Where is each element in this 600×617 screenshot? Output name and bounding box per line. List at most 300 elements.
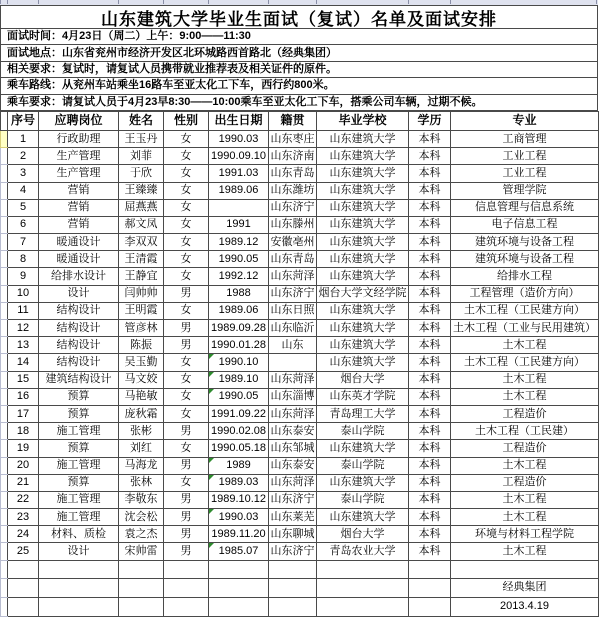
gutter-header-cell <box>1 111 8 130</box>
cell-name[interactable]: 王玉丹 <box>119 130 164 147</box>
cell-birth[interactable]: 1990.03 <box>209 509 269 526</box>
cell-origin[interactable]: 山东 <box>269 337 317 354</box>
cell-birth[interactable]: 1990.03 <box>209 130 269 147</box>
cell-major[interactable]: 环境与材料工程学院 <box>451 526 599 543</box>
cell-origin[interactable] <box>269 354 317 371</box>
cell-no[interactable]: 21 <box>8 474 39 491</box>
cell-gender[interactable]: 女 <box>164 302 209 319</box>
cell-degree[interactable]: 本科 <box>409 371 451 388</box>
cell-gender[interactable]: 女 <box>164 371 209 388</box>
cell-school[interactable]: 烟台大学文经学院 <box>317 285 409 302</box>
row-gutter <box>1 543 8 560</box>
cell-gender[interactable]: 男 <box>164 285 209 302</box>
cell-gender[interactable]: 男 <box>164 457 209 474</box>
cell-name[interactable]: 马艳敏 <box>119 388 164 405</box>
cell-degree[interactable]: 本科 <box>409 405 451 422</box>
cell-birth[interactable]: 1990.09.10 <box>209 148 269 165</box>
cell-no[interactable]: 20 <box>8 457 39 474</box>
cell-birth[interactable]: 1990.01.28 <box>209 337 269 354</box>
table-row <box>1 337 599 354</box>
column-header-no[interactable]: 序号 <box>8 111 39 130</box>
cell-name[interactable]: 王臻臻 <box>119 182 164 199</box>
cell-gender[interactable]: 男 <box>164 423 209 440</box>
cell-name[interactable]: 沈会松 <box>119 509 164 526</box>
cell-degree[interactable]: 本科 <box>409 148 451 165</box>
cell-name[interactable]: 刘红 <box>119 440 164 457</box>
cell-degree[interactable]: 本科 <box>409 216 451 233</box>
cell-birth[interactable]: 1991.03 <box>209 165 269 182</box>
cell-degree[interactable]: 本科 <box>409 320 451 337</box>
cell-name[interactable]: 马文姣 <box>119 371 164 388</box>
cell-major[interactable]: 工程管理（造价方向） <box>451 285 599 302</box>
cell-empty[interactable] <box>317 597 409 616</box>
cell-gender[interactable]: 女 <box>164 182 209 199</box>
cell-birth[interactable]: 1989 <box>209 457 269 474</box>
table-row <box>1 543 599 560</box>
cell-origin[interactable]: 山东菏泽 <box>269 474 317 491</box>
cell-major[interactable]: 土木工程（工民建方向） <box>451 354 599 371</box>
row-gutter <box>1 440 8 457</box>
cell-major[interactable]: 土木工程（工民建） <box>451 423 599 440</box>
table-row <box>1 251 599 268</box>
cell-origin[interactable]: 山东潍坊 <box>269 182 317 199</box>
cell-major[interactable]: 建筑环境与设备工程 <box>451 251 599 268</box>
signature-row <box>1 578 599 597</box>
cell-position[interactable]: 生产管理 <box>39 165 119 182</box>
cell-major[interactable]: 工程造价 <box>451 440 599 457</box>
cell-major[interactable]: 土木工程 <box>451 337 599 354</box>
column-header-major[interactable]: 专业 <box>451 111 599 130</box>
cell-degree[interactable]: 本科 <box>409 130 451 147</box>
cell-no[interactable]: 6 <box>8 216 39 233</box>
cell-birth[interactable]: 1990.10 <box>209 354 269 371</box>
cell-name[interactable]: 张林 <box>119 474 164 491</box>
cell-school[interactable]: 烟台大学 <box>317 371 409 388</box>
cell-empty[interactable] <box>317 578 409 597</box>
column-header-gender[interactable]: 性别 <box>164 111 209 130</box>
cell-position[interactable]: 施工管理 <box>39 491 119 508</box>
cell-birth[interactable]: 1989.09.28 <box>209 320 269 337</box>
cell-origin[interactable]: 山东菏泽 <box>269 268 317 285</box>
cell-origin[interactable]: 山东济宁 <box>269 285 317 302</box>
cell-gender[interactable]: 女 <box>164 354 209 371</box>
cell-major[interactable]: 管理学院 <box>451 182 599 199</box>
cell-empty[interactable] <box>39 578 119 597</box>
cell-name[interactable]: 吴玉勤 <box>119 354 164 371</box>
cell-origin[interactable]: 山东菏泽 <box>269 405 317 422</box>
cell-no[interactable]: 11 <box>8 302 39 319</box>
cell-school[interactable]: 山东建筑大学 <box>317 474 409 491</box>
row-gutter <box>1 560 8 578</box>
cell-position[interactable]: 施工管理 <box>39 423 119 440</box>
info-row-requirements[interactable] <box>0 62 598 78</box>
cell-birth[interactable]: 1990.02.08 <box>209 423 269 440</box>
cell-empty[interactable] <box>119 578 164 597</box>
cell-name[interactable]: 闫帅帅 <box>119 285 164 302</box>
cell-empty[interactable] <box>409 578 451 597</box>
cell-birth[interactable]: 1989.10.12 <box>209 491 269 508</box>
cell-no[interactable]: 17 <box>8 405 39 422</box>
cell-position[interactable]: 预算 <box>39 474 119 491</box>
cell-position[interactable]: 设计 <box>39 285 119 302</box>
cell-major[interactable]: 土木工程（工业与民用建筑） <box>451 320 599 337</box>
cell-school[interactable]: 青岛理工大学 <box>317 405 409 422</box>
cell-degree[interactable]: 本科 <box>409 491 451 508</box>
cell-birth[interactable]: 1989.10 <box>209 371 269 388</box>
cell-origin[interactable]: 山东济宁 <box>269 199 317 216</box>
column-header-position[interactable]: 应聘岗位 <box>39 111 119 130</box>
cell-position[interactable]: 给排水设计 <box>39 268 119 285</box>
cell-empty[interactable] <box>209 560 269 578</box>
cell-school[interactable]: 山东建筑大学 <box>317 148 409 165</box>
cell-birth[interactable]: 1989.06 <box>209 182 269 199</box>
cell-origin[interactable]: 山东日照 <box>269 302 317 319</box>
row-gutter <box>1 597 8 616</box>
cell-birth[interactable]: 1991 <box>209 216 269 233</box>
cell-empty[interactable] <box>409 560 451 578</box>
cell-degree[interactable]: 本科 <box>409 543 451 560</box>
cell-origin[interactable]: 山东滕州 <box>269 216 317 233</box>
row-gutter <box>1 182 8 199</box>
cell-origin[interactable]: 山东济南 <box>269 148 317 165</box>
cell-degree[interactable]: 本科 <box>409 388 451 405</box>
cell-origin[interactable]: 山东青岛 <box>269 165 317 182</box>
column-divider-tick <box>0 0 1 4</box>
cell-empty[interactable] <box>164 578 209 597</box>
cell-degree[interactable]: 本科 <box>409 234 451 251</box>
cell-name[interactable]: 王清霞 <box>119 251 164 268</box>
cell-birth[interactable]: 1989.06 <box>209 302 269 319</box>
cell-degree[interactable]: 本科 <box>409 526 451 543</box>
cell-no[interactable]: 23 <box>8 509 39 526</box>
row-gutter <box>1 251 8 268</box>
cell-gender[interactable]: 女 <box>164 251 209 268</box>
cell-gender[interactable]: 男 <box>164 509 209 526</box>
cell-degree[interactable]: 本科 <box>409 302 451 319</box>
cell-gender[interactable]: 男 <box>164 526 209 543</box>
cell-no[interactable]: 16 <box>8 388 39 405</box>
cell-birth[interactable]: 1989.11.20 <box>209 526 269 543</box>
cell-position[interactable]: 施工管理 <box>39 457 119 474</box>
cell-position[interactable]: 建筑结构设计 <box>39 371 119 388</box>
cell-origin[interactable]: 山东邹城 <box>269 440 317 457</box>
page-title[interactable] <box>0 6 598 29</box>
row-gutter <box>1 578 8 597</box>
cell-origin[interactable]: 山东泰安 <box>269 457 317 474</box>
cell-major[interactable]: 工业工程 <box>451 165 599 182</box>
cell-degree[interactable]: 本科 <box>409 251 451 268</box>
cell-gender[interactable]: 男 <box>164 320 209 337</box>
cell-gender[interactable]: 男 <box>164 543 209 560</box>
cell-birth[interactable]: 1991.09.22 <box>209 405 269 422</box>
cell-school[interactable]: 山东建筑大学 <box>317 268 409 285</box>
cell-gender[interactable]: 男 <box>164 337 209 354</box>
cell-degree[interactable]: 本科 <box>409 285 451 302</box>
cell-origin[interactable]: 山东泰安 <box>269 423 317 440</box>
cell-degree[interactable]: 本科 <box>409 268 451 285</box>
cell-position[interactable]: 生产管理 <box>39 148 119 165</box>
cell-degree[interactable]: 本科 <box>409 354 451 371</box>
info-row-bus-route[interactable] <box>0 78 598 94</box>
cell-major[interactable]: 土木工程 <box>451 543 599 560</box>
cell-empty[interactable] <box>269 560 317 578</box>
cell-school[interactable]: 青岛农业大学 <box>317 543 409 560</box>
cell-name[interactable]: 袁之杰 <box>119 526 164 543</box>
info-text: 面试地点：山东省兖州市经济开发区北环城路西首路北（经典集团） <box>7 46 337 59</box>
cell-birth[interactable]: 1985.07 <box>209 543 269 560</box>
cell-school[interactable]: 山东建筑大学 <box>317 199 409 216</box>
cell-origin[interactable]: 山东淄博 <box>269 388 317 405</box>
cell-empty[interactable] <box>451 560 599 578</box>
cell-origin[interactable]: 山东济宁 <box>269 491 317 508</box>
cell-origin[interactable]: 山东莱芜 <box>269 509 317 526</box>
cell-school[interactable]: 泰山学院 <box>317 423 409 440</box>
cell-major[interactable]: 工业工程 <box>451 148 599 165</box>
cell-name[interactable]: 郝文凤 <box>119 216 164 233</box>
cell-origin[interactable]: 山东枣庄 <box>269 130 317 147</box>
cell-position[interactable]: 结构设计 <box>39 302 119 319</box>
cell-no[interactable]: 12 <box>8 320 39 337</box>
cell-empty[interactable] <box>119 560 164 578</box>
cell-school[interactable]: 山东建筑大学 <box>317 509 409 526</box>
cell-no[interactable]: 8 <box>8 251 39 268</box>
cell-no[interactable]: 2 <box>8 148 39 165</box>
cell-no[interactable]: 22 <box>8 491 39 508</box>
info-row-interview-time[interactable] <box>0 29 598 45</box>
cell-position[interactable]: 结构设计 <box>39 337 119 354</box>
column-divider-tick <box>208 0 209 4</box>
cell-position[interactable]: 预算 <box>39 440 119 457</box>
cell-no[interactable]: 1 <box>8 130 39 147</box>
cell-gender[interactable]: 男 <box>164 491 209 508</box>
row-gutter <box>1 199 8 216</box>
cell-no[interactable]: 19 <box>8 440 39 457</box>
row-gutter <box>1 405 8 422</box>
cell-major[interactable]: 土木工程 <box>451 371 599 388</box>
column-header-birth[interactable]: 出生日期 <box>209 111 269 130</box>
cell-position[interactable]: 设计 <box>39 543 119 560</box>
cell-empty[interactable] <box>317 560 409 578</box>
signature-date[interactable]: 2013.4.19 <box>451 597 599 616</box>
cell-school[interactable]: 山东英才学院 <box>317 388 409 405</box>
cell-empty[interactable] <box>209 578 269 597</box>
cell-school[interactable]: 山东建筑大学 <box>317 130 409 147</box>
column-divider-tick <box>596 0 597 4</box>
column-header-name[interactable]: 姓名 <box>119 111 164 130</box>
column-header-school[interactable]: 毕业学校 <box>317 111 409 130</box>
table-body <box>1 130 599 616</box>
cell-gender[interactable]: 女 <box>164 130 209 147</box>
cell-empty[interactable] <box>8 560 39 578</box>
cell-degree[interactable]: 本科 <box>409 165 451 182</box>
cell-name[interactable]: 管彦林 <box>119 320 164 337</box>
cell-school[interactable]: 烟台大学 <box>317 526 409 543</box>
cell-school[interactable]: 山东建筑大学 <box>317 165 409 182</box>
cell-degree[interactable]: 本科 <box>409 423 451 440</box>
cell-origin[interactable]: 山东聊城 <box>269 526 317 543</box>
cell-school[interactable]: 山东建筑大学 <box>317 302 409 319</box>
cell-origin[interactable]: 山东菏泽 <box>269 371 317 388</box>
cell-gender[interactable]: 女 <box>164 148 209 165</box>
cell-empty[interactable] <box>39 560 119 578</box>
cell-birth[interactable]: 1992.12 <box>209 268 269 285</box>
cell-name[interactable]: 王静宜 <box>119 268 164 285</box>
info-text: 乘车路线：从兖州车站乘坐16路车至亚太化工下车，西行约800米。 <box>7 79 335 92</box>
cell-major[interactable]: 土木工程 <box>451 509 599 526</box>
cell-name[interactable]: 庞秋霜 <box>119 405 164 422</box>
cell-no[interactable]: 7 <box>8 234 39 251</box>
cell-origin[interactable]: 山东青岛 <box>269 251 317 268</box>
info-text: 相关要求：复试时，请复试人员携带就业推荐表及相关证件的原件。 <box>7 62 337 75</box>
cell-birth[interactable]: 1988 <box>209 285 269 302</box>
cell-birth[interactable]: 1990.05 <box>209 251 269 268</box>
cell-major[interactable]: 电子信息工程 <box>451 216 599 233</box>
cell-position[interactable]: 营销 <box>39 216 119 233</box>
cell-gender[interactable]: 女 <box>164 268 209 285</box>
cell-no[interactable]: 25 <box>8 543 39 560</box>
cell-degree[interactable]: 本科 <box>409 440 451 457</box>
cell-empty[interactable] <box>409 597 451 616</box>
cell-name[interactable]: 李敬东 <box>119 491 164 508</box>
cell-major[interactable]: 工商管理 <box>451 130 599 147</box>
cell-no[interactable]: 14 <box>8 354 39 371</box>
cell-no[interactable]: 18 <box>8 423 39 440</box>
cell-empty[interactable] <box>8 578 39 597</box>
cell-position[interactable]: 暖通设计 <box>39 234 119 251</box>
cell-degree[interactable]: 本科 <box>409 474 451 491</box>
row-gutter <box>1 285 8 302</box>
cell-position[interactable]: 行政助理 <box>39 130 119 147</box>
cell-school[interactable]: 泰山学院 <box>317 457 409 474</box>
cell-gender[interactable]: 女 <box>164 405 209 422</box>
cell-no[interactable]: 3 <box>8 165 39 182</box>
cell-no[interactable]: 10 <box>8 285 39 302</box>
cell-major[interactable]: 工程造价 <box>451 474 599 491</box>
cell-no[interactable]: 24 <box>8 526 39 543</box>
cell-position[interactable]: 预算 <box>39 405 119 422</box>
cell-position[interactable]: 暖通设计 <box>39 251 119 268</box>
cell-degree[interactable]: 本科 <box>409 337 451 354</box>
cell-position[interactable]: 营销 <box>39 199 119 216</box>
cell-gender[interactable]: 女 <box>164 388 209 405</box>
cell-name[interactable]: 宋帅雷 <box>119 543 164 560</box>
cell-major[interactable]: 土木工程（工民建方向） <box>451 302 599 319</box>
cell-school[interactable]: 山东建筑大学 <box>317 354 409 371</box>
cell-school[interactable]: 山东建筑大学 <box>317 440 409 457</box>
cell-name[interactable]: 于欣 <box>119 165 164 182</box>
cell-degree[interactable]: 本科 <box>409 509 451 526</box>
cell-birth[interactable]: 1989.03 <box>209 474 269 491</box>
cell-name[interactable]: 陈振 <box>119 337 164 354</box>
column-divider-tick <box>118 0 119 4</box>
cell-name[interactable]: 王明霞 <box>119 302 164 319</box>
cell-school[interactable]: 山东建筑大学 <box>317 320 409 337</box>
cell-gender[interactable]: 女 <box>164 216 209 233</box>
cell-empty[interactable] <box>39 597 119 616</box>
table-row <box>1 320 599 337</box>
cell-empty[interactable] <box>269 597 317 616</box>
cell-degree[interactable]: 本科 <box>409 199 451 216</box>
cell-school[interactable]: 山东建筑大学 <box>317 216 409 233</box>
cell-major[interactable]: 建筑环境与设备工程 <box>451 234 599 251</box>
info-row-interview-location[interactable] <box>0 45 598 61</box>
cell-no[interactable]: 5 <box>8 199 39 216</box>
cell-empty[interactable] <box>209 597 269 616</box>
company-signature[interactable]: 经典集团 <box>451 578 599 597</box>
cell-major[interactable]: 土木工程 <box>451 491 599 508</box>
cell-position[interactable]: 结构设计 <box>39 320 119 337</box>
cell-empty[interactable] <box>269 578 317 597</box>
cell-gender[interactable]: 女 <box>164 440 209 457</box>
cell-school[interactable]: 山东建筑大学 <box>317 251 409 268</box>
cell-position[interactable]: 施工管理 <box>39 509 119 526</box>
cell-school[interactable]: 泰山学院 <box>317 491 409 508</box>
cell-major[interactable]: 信息管理与信息系统 <box>451 199 599 216</box>
cell-major[interactable]: 工程造价 <box>451 405 599 422</box>
cell-gender[interactable]: 女 <box>164 165 209 182</box>
cell-name[interactable]: 屈燕燕 <box>119 199 164 216</box>
cell-birth[interactable] <box>209 199 269 216</box>
column-header-degree[interactable]: 学历 <box>409 111 451 130</box>
cell-empty[interactable] <box>8 597 39 616</box>
cell-gender[interactable]: 女 <box>164 474 209 491</box>
table-row <box>1 285 599 302</box>
cell-gender[interactable]: 女 <box>164 234 209 251</box>
cell-major[interactable]: 土木工程 <box>451 388 599 405</box>
cell-origin[interactable]: 安徽亳州 <box>269 234 317 251</box>
cell-major[interactable]: 土木工程 <box>451 457 599 474</box>
column-header-origin[interactable]: 籍贯 <box>269 111 317 130</box>
row-gutter <box>1 354 8 371</box>
cell-empty[interactable] <box>164 597 209 616</box>
cell-gender[interactable]: 女 <box>164 199 209 216</box>
cell-no[interactable]: 4 <box>8 182 39 199</box>
table-row <box>1 165 599 182</box>
cell-position[interactable]: 材料、质检 <box>39 526 119 543</box>
cell-school[interactable]: 山东建筑大学 <box>317 182 409 199</box>
table-row <box>1 268 599 285</box>
cell-no[interactable]: 13 <box>8 337 39 354</box>
info-row-bus-requirements[interactable] <box>0 95 598 111</box>
cell-empty[interactable] <box>119 597 164 616</box>
cell-birth[interactable]: 1990.05.18 <box>209 440 269 457</box>
cell-no[interactable]: 15 <box>8 371 39 388</box>
table-row <box>1 199 599 216</box>
row-gutter <box>1 526 8 543</box>
cell-origin[interactable]: 山东济宁 <box>269 543 317 560</box>
cell-position[interactable]: 结构设计 <box>39 354 119 371</box>
cell-position[interactable]: 营销 <box>39 182 119 199</box>
cell-empty[interactable] <box>164 560 209 578</box>
cell-major[interactable]: 给排水工程 <box>451 268 599 285</box>
cell-birth[interactable]: 1990.05 <box>209 388 269 405</box>
cell-name[interactable]: 马海龙 <box>119 457 164 474</box>
cell-degree[interactable]: 本科 <box>409 182 451 199</box>
cell-degree[interactable]: 本科 <box>409 457 451 474</box>
page-title-text: 山东建筑大学毕业生面试（复试）名单及面试安排 <box>101 9 497 29</box>
cell-no[interactable]: 9 <box>8 268 39 285</box>
cell-school[interactable]: 山东建筑大学 <box>317 337 409 354</box>
table-row <box>1 423 599 440</box>
cell-school[interactable]: 山东建筑大学 <box>317 234 409 251</box>
cell-name[interactable]: 张彬 <box>119 423 164 440</box>
info-text: 面试时间：4月23日（周二）上午：9:00——11:30 <box>7 30 251 43</box>
cell-name[interactable]: 刘菲 <box>119 148 164 165</box>
cell-position[interactable]: 预算 <box>39 388 119 405</box>
cell-origin[interactable]: 山东临沂 <box>269 320 317 337</box>
cell-birth[interactable]: 1989.12 <box>209 234 269 251</box>
cell-name[interactable]: 李双双 <box>119 234 164 251</box>
